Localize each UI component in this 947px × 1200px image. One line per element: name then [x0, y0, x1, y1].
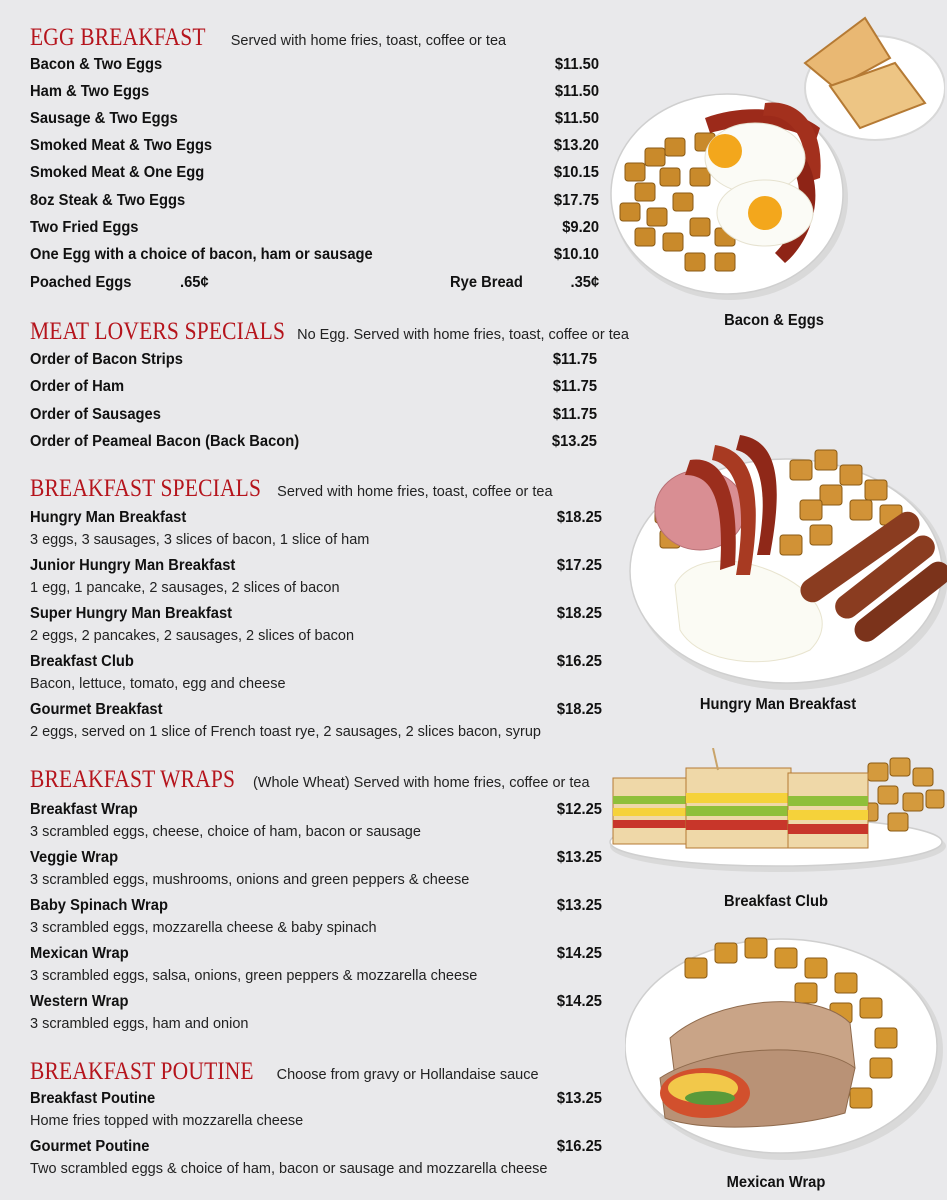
menu-item-price: $12.25: [556, 801, 602, 818]
menu-item-name: Junior Hungry Man Breakfast: [30, 557, 236, 574]
menu-item-name: Order of Bacon Strips: [30, 351, 183, 368]
menu-item-description: 3 scrambled eggs, salsa, onions, green peppers & mozzarella cheese: [30, 968, 478, 984]
menu-item-price: $11.50: [554, 83, 599, 100]
section-subtitle: Served with home fries, toast, coffee or tea: [230, 33, 507, 49]
menu-item-name: 8oz Steak & Two Eggs: [30, 192, 186, 209]
hungry-man-plate-icon: [620, 425, 947, 693]
menu-item-name: One Egg with a choice of bacon, ham or sausage: [30, 246, 373, 263]
menu-item-price: $17.25: [556, 557, 602, 574]
menu-item-description: 3 scrambled eggs, mozzarella cheese & baby spinach: [30, 920, 377, 936]
extra-item-price: .35¢: [570, 274, 599, 291]
menu-item-price: $10.15: [553, 164, 599, 181]
menu-item-price: $13.25: [556, 897, 602, 914]
section-subtitle: (Whole Wheat) Served with home fries, coffee or tea: [252, 775, 590, 791]
extra-item-name: Rye Bread: [450, 274, 523, 291]
photo-caption: Mexican Wrap: [726, 1174, 826, 1191]
club-sandwich-plate-icon: [608, 748, 947, 883]
menu-item-name: Gourmet Poutine: [30, 1138, 150, 1155]
menu-item-price: $18.25: [556, 509, 602, 526]
menu-item-name: Super Hungry Man Breakfast: [30, 605, 233, 622]
menu-item-price: $17.75: [553, 192, 599, 209]
menu-item-name: Western Wrap: [30, 993, 129, 1010]
menu-item-description: 3 eggs, 3 sausages, 3 slices of bacon, 1 slice of ham: [30, 532, 370, 548]
menu-item-description: 3 scrambled eggs, mushrooms, onions and green peppers & cheese: [30, 872, 470, 888]
egg-breakfast-header: [30, 24, 506, 52]
menu-item-name: Baby Spinach Wrap: [30, 897, 168, 914]
breakfast-wraps-header: [30, 766, 590, 794]
photo-caption: Bacon & Eggs: [724, 312, 824, 329]
menu-item-description: 3 scrambled eggs, cheese, choice of ham, bacon or sausage: [30, 824, 421, 840]
menu-item-price: $13.25: [556, 1090, 602, 1107]
section-subtitle: Choose from gravy or Hollandaise sauce: [276, 1067, 539, 1083]
menu-item-name: Breakfast Wrap: [30, 801, 138, 818]
menu-item-name: Order of Sausages: [30, 406, 161, 423]
menu-item-name: Breakfast Poutine: [30, 1090, 156, 1107]
menu-item-name: Ham & Two Eggs: [30, 83, 150, 100]
menu-item-name: Order of Peameal Bacon (Back Bacon): [30, 433, 300, 450]
menu-item-name: Hungry Man Breakfast: [30, 509, 187, 526]
meat-lovers-header: [30, 318, 629, 346]
menu-item-price: $11.75: [552, 406, 597, 423]
menu-item-name: Gourmet Breakfast: [30, 701, 163, 718]
menu-item-name: Smoked Meat & Two Eggs: [30, 137, 213, 154]
menu-item-description: 2 eggs, 2 pancakes, 2 sausages, 2 slices of bacon: [30, 628, 355, 644]
extra-item-price: .65¢: [180, 274, 209, 291]
menu-item-name: Breakfast Club: [30, 653, 134, 670]
menu-item-name: Two Fried Eggs: [30, 219, 139, 236]
menu-item-name: Sausage & Two Eggs: [30, 110, 178, 127]
menu-item-price: $13.25: [551, 433, 597, 450]
menu-item-price: $16.25: [556, 1138, 602, 1155]
photo-caption: Breakfast Club: [724, 893, 828, 910]
section-title: EGG BREAKFAST: [30, 24, 206, 51]
breakfast-specials-header: [30, 475, 553, 503]
menu-item-price: $14.25: [556, 993, 602, 1010]
section-subtitle: No Egg. Served with home fries, toast, coffee or tea: [297, 327, 629, 343]
section-subtitle: Served with home fries, toast, coffee or tea: [277, 484, 553, 500]
menu-item-name: Mexican Wrap: [30, 945, 129, 962]
menu-item-price: $11.50: [554, 56, 599, 73]
section-title: BREAKFAST WRAPS: [30, 766, 236, 793]
menu-item-description: 3 scrambled eggs, ham and onion: [30, 1016, 249, 1032]
menu-item-name: Smoked Meat & One Egg: [30, 164, 205, 181]
section-title: BREAKFAST POUTINE: [30, 1058, 254, 1085]
menu-item-description: 2 eggs, served on 1 slice of French toast rye, 2 sausages, 2 slices bacon, syrup: [30, 724, 541, 740]
photo-caption: Hungry Man Breakfast: [699, 696, 857, 713]
menu-item-price: $13.25: [556, 849, 602, 866]
menu-item-price: $16.25: [556, 653, 602, 670]
menu-item-name: Order of Ham: [30, 378, 125, 395]
menu-item-name: Veggie Wrap: [30, 849, 119, 866]
menu-item-price: $9.20: [562, 219, 599, 236]
menu-item-price: $11.50: [554, 110, 599, 127]
menu-item-price: $11.75: [552, 378, 597, 395]
wrap-plate-icon: [625, 928, 947, 1168]
menu-item-price: $18.25: [556, 605, 602, 622]
menu-item-description: Home fries topped with mozzarella cheese: [30, 1113, 304, 1129]
menu-item-description: Two scrambled eggs & choice of ham, bacon or sausage and mozzarella cheese: [30, 1161, 548, 1177]
menu-item-name: Bacon & Two Eggs: [30, 56, 163, 73]
section-title: BREAKFAST SPECIALS: [30, 475, 262, 502]
menu-item-price: $14.25: [556, 945, 602, 962]
section-title: MEAT LOVERS SPECIALS: [30, 318, 286, 345]
menu-item-description: Bacon, lettuce, tomato, egg and cheese: [30, 676, 286, 692]
menu-item-price: $18.25: [556, 701, 602, 718]
extra-item-name: Poached Eggs: [30, 274, 132, 291]
bacon-eggs-plate-icon: [605, 8, 945, 308]
menu-item-description: 1 egg, 1 pancake, 2 sausages, 2 slices of bacon: [30, 580, 340, 596]
breakfast-poutine-header: [30, 1058, 539, 1086]
menu-item-price: $10.10: [553, 246, 599, 263]
menu-item-price: $13.20: [553, 137, 599, 154]
menu-item-price: $11.75: [552, 351, 597, 368]
